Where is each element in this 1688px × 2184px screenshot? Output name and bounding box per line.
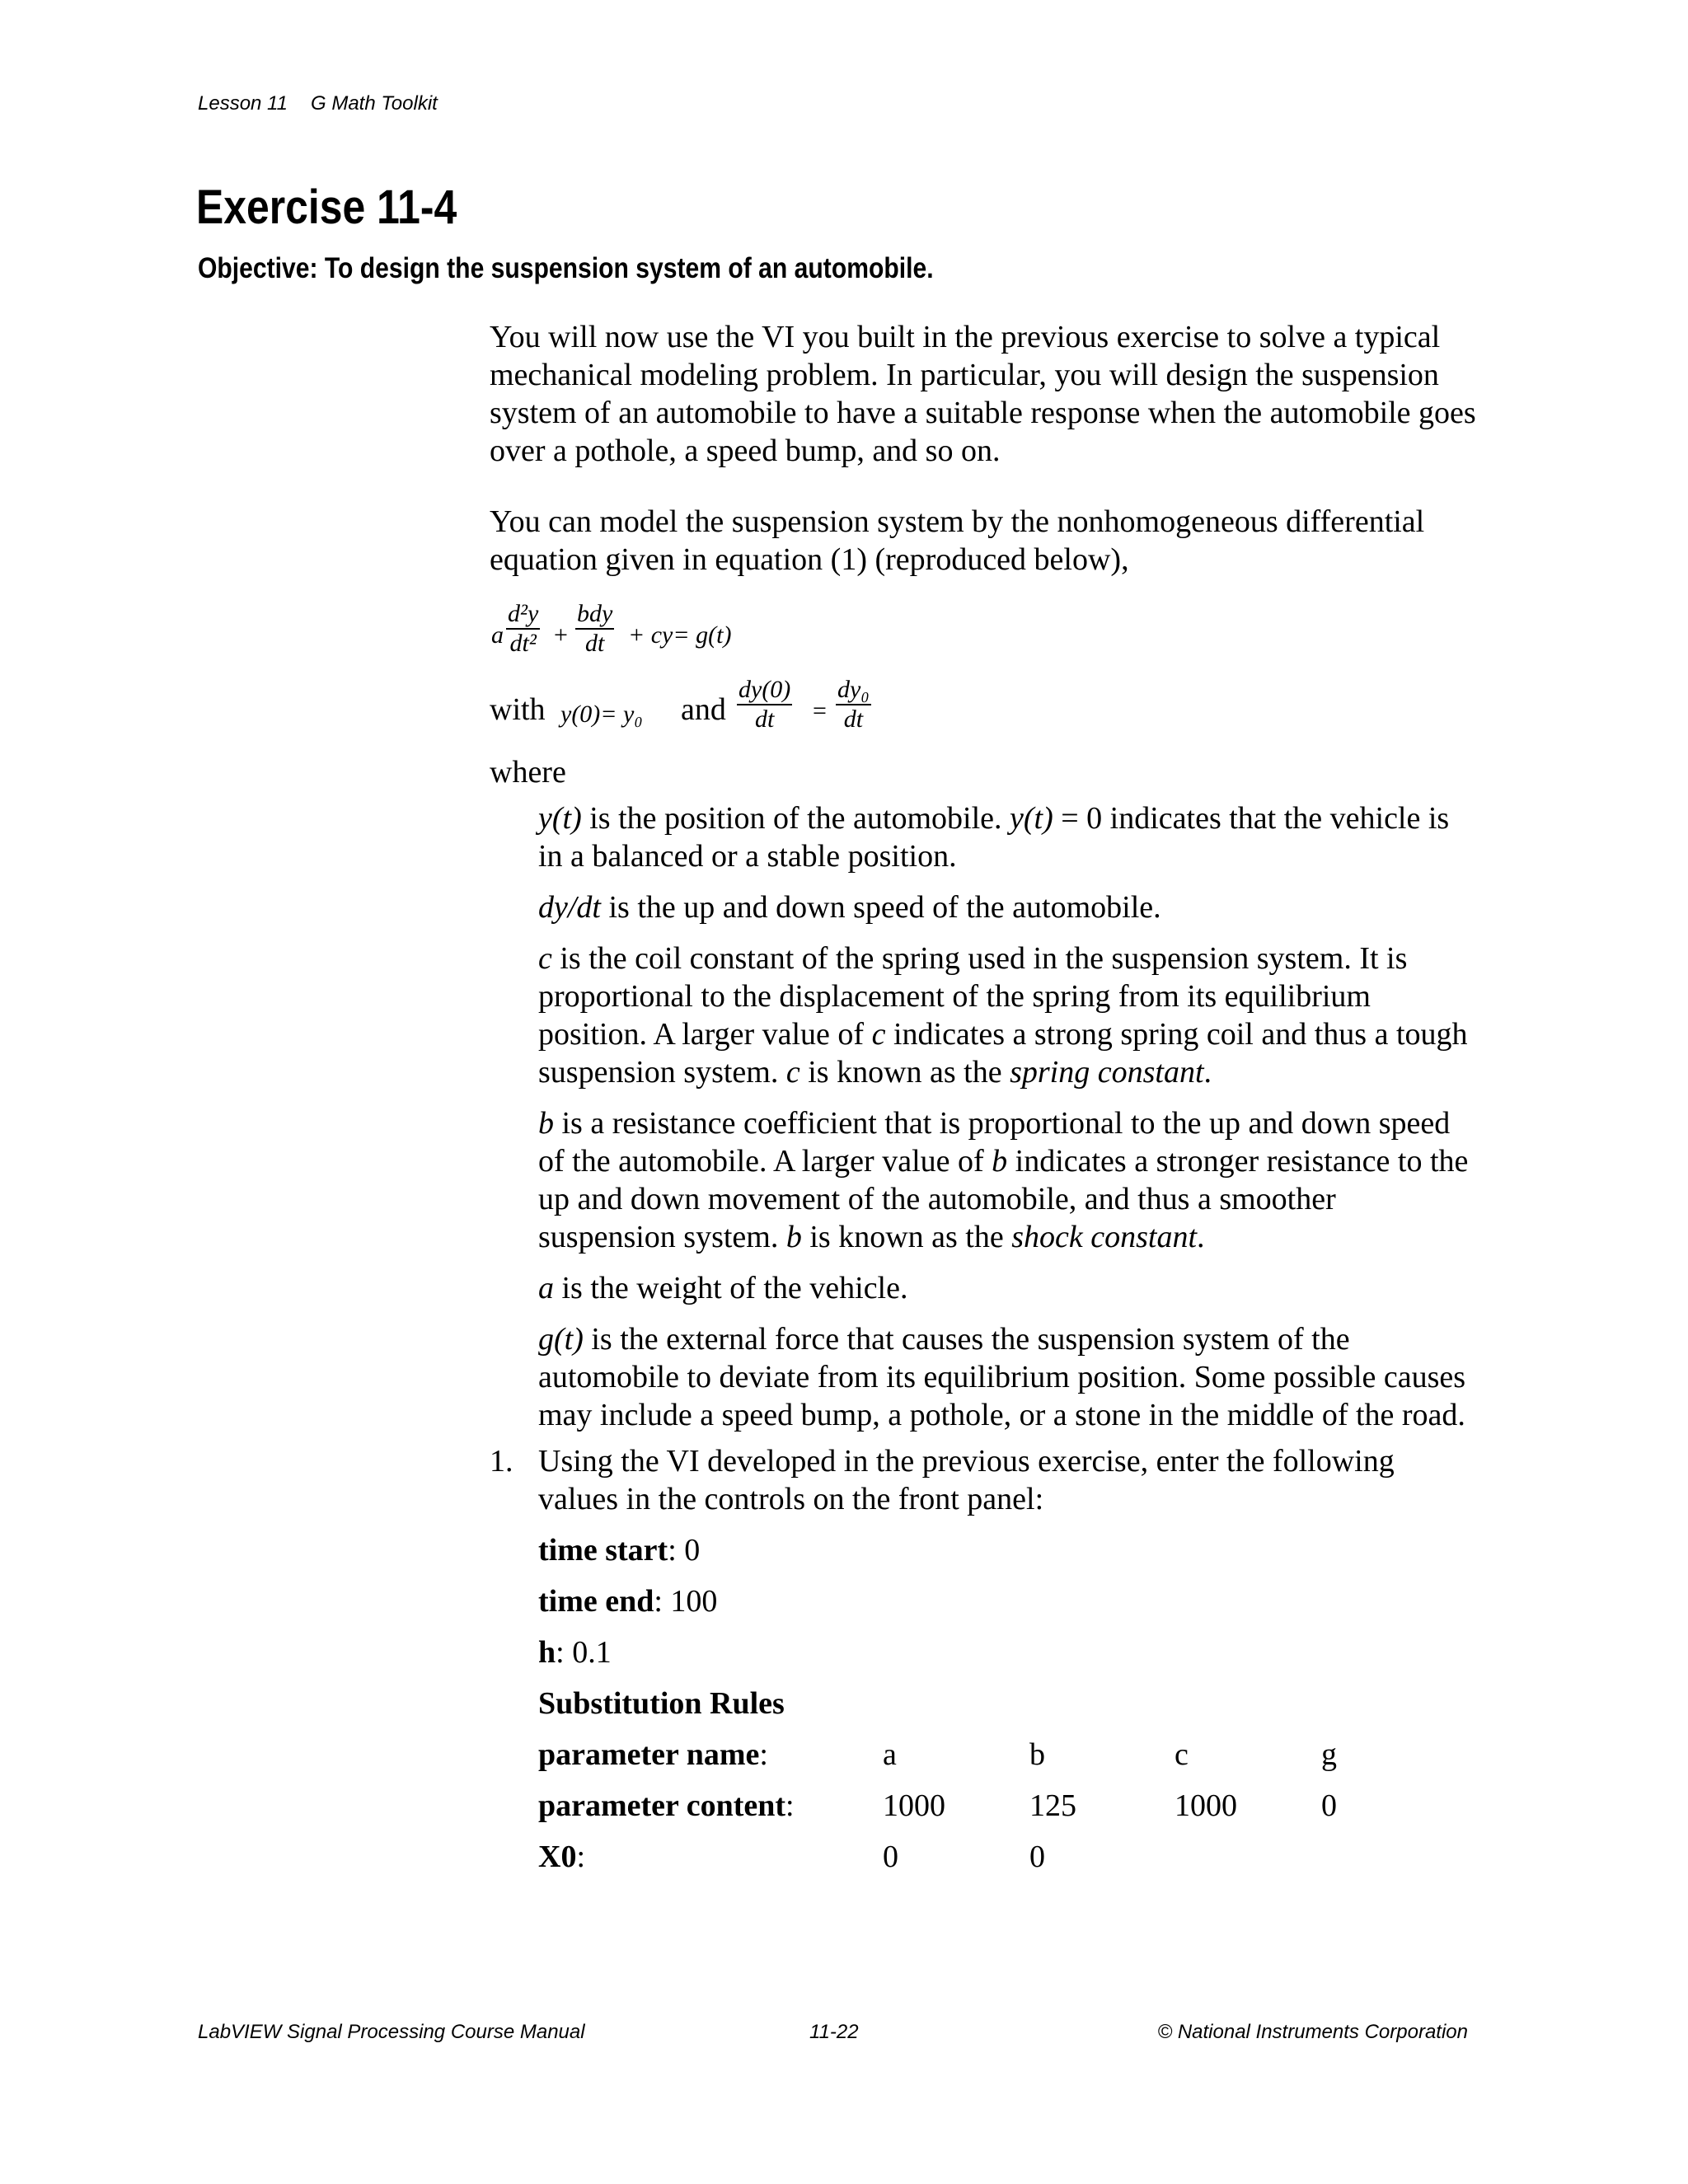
definition-shock-constant: b is a resistance coefficient that is proportional to the up and down speed of the automobile. A larger value of b indicates a stronger resistance to the up and down movement of the automobile, and thus a smoother suspension system. b is known as the shock constant.	[538, 1106, 1469, 1254]
header-lesson: Lesson 11	[198, 92, 288, 115]
ic-rhs-fraction	[836, 676, 871, 733]
step-text: Using the VI developed in the previous exercise, enter the following values in the controls on the front panel:	[538, 1444, 1395, 1516]
intro-paragraph: You will now use the VI you built in the previous exercise to solve a typical mechanical modeling problem. In particular, you will design the suspension system of an automobile to have a suitable response when the automobile goes over a pothole, a speed bump, and so on.	[490, 320, 1476, 468]
table-cell: g	[1321, 1737, 1337, 1772]
substitution-rules-heading: Substitution Rules	[538, 1686, 785, 1721]
main-content	[490, 318, 1479, 1889]
eq-bdy-den: dt	[584, 630, 605, 657]
exercise-title: Exercise 11-4	[196, 180, 457, 234]
header-section: G Math Toolkit	[310, 92, 438, 115]
step-1	[490, 1442, 1479, 1518]
setting-time-start: time start: 0	[538, 1533, 701, 1568]
table-cell: 1000	[883, 1788, 945, 1823]
footer-copyright: © National Instruments Corporation	[1157, 2021, 1468, 2043]
eq-d2y-num: d²y	[506, 600, 540, 630]
table-cell: 0	[883, 1840, 898, 1874]
footer-manual-title: LabVIEW Signal Processing Course Manual	[198, 2021, 585, 2043]
objective: Objective: To design the suspension system of an automobile.	[198, 252, 934, 284]
ic-rhs-num: dy₀	[836, 676, 871, 705]
ic-lhs-den: dt	[754, 705, 775, 733]
eq-d2y-den: dt²	[509, 630, 537, 657]
definition-external-force: g(t) is the external force that causes the suspension system of the automobile to deviate from its equilibrium position. Some possible causes may include a speed bump, a pothole, or a stone in the middle of the road.	[538, 1322, 1466, 1432]
ic-lhs-fraction	[737, 676, 792, 733]
ic-rhs-den: dt	[843, 705, 864, 733]
setting-time-end: time end: 100	[538, 1584, 718, 1619]
parameter-content-row: parameter content : 1000 125 1000 0	[538, 1788, 1337, 1823]
eq-bdy-fraction	[575, 600, 614, 658]
table-cell: 0	[1029, 1840, 1045, 1874]
eq-rest: + cy= g(t)	[628, 621, 732, 649]
table-cell: c	[1175, 1737, 1189, 1772]
definition-speed: dy/dt is the up and down speed of the automobile.	[538, 890, 1161, 925]
differential-equation	[490, 587, 1479, 669]
table-cell: 1000	[1175, 1788, 1237, 1823]
ic-y0: y(0)= y₀	[560, 701, 643, 728]
x0-row: X0 : 0 0	[538, 1840, 1045, 1874]
step-number: 1.	[490, 1444, 513, 1479]
footer-page-number: 11-22	[809, 2021, 859, 2043]
initial-conditions	[490, 669, 1479, 748]
parameter-name-row: parameter name : a b c g	[538, 1737, 1337, 1772]
table-cell: 0	[1321, 1788, 1337, 1823]
ic-and: and	[681, 692, 726, 727]
ic-equals: =	[813, 697, 827, 724]
ic-with: with	[490, 692, 546, 727]
eq-bdy-num: bdy	[575, 600, 614, 630]
table-cell: a	[883, 1737, 897, 1772]
where-label: where	[490, 755, 566, 790]
running-header	[198, 92, 438, 115]
definition-spring-constant: c is the coil constant of the spring used in the suspension system. It is proportional to the displacement of the spring from its equilibrium position. A larger value of c indicates a strong spring coil and thus a tough suspension system. c is known as the spring constant.	[538, 941, 1468, 1090]
eq-d2y-fraction	[506, 600, 540, 658]
eq-plus: +	[554, 621, 568, 649]
table-cell: 125	[1029, 1788, 1076, 1823]
model-paragraph: You can model the suspension system by the nonhomogeneous differential equation given in equation (1) (reproduced below),	[490, 504, 1425, 577]
eq-a: a	[491, 621, 504, 649]
table-cell: b	[1029, 1737, 1045, 1772]
setting-h: h: 0.1	[538, 1635, 612, 1670]
definition-weight: a is the weight of the vehicle.	[538, 1271, 908, 1305]
ic-lhs-num: dy(0)	[737, 676, 792, 705]
definition-position: y(t) is the position of the automobile. y(t) = 0 indicates that the vehicle is in a balanced or a stable position.	[538, 801, 1450, 874]
